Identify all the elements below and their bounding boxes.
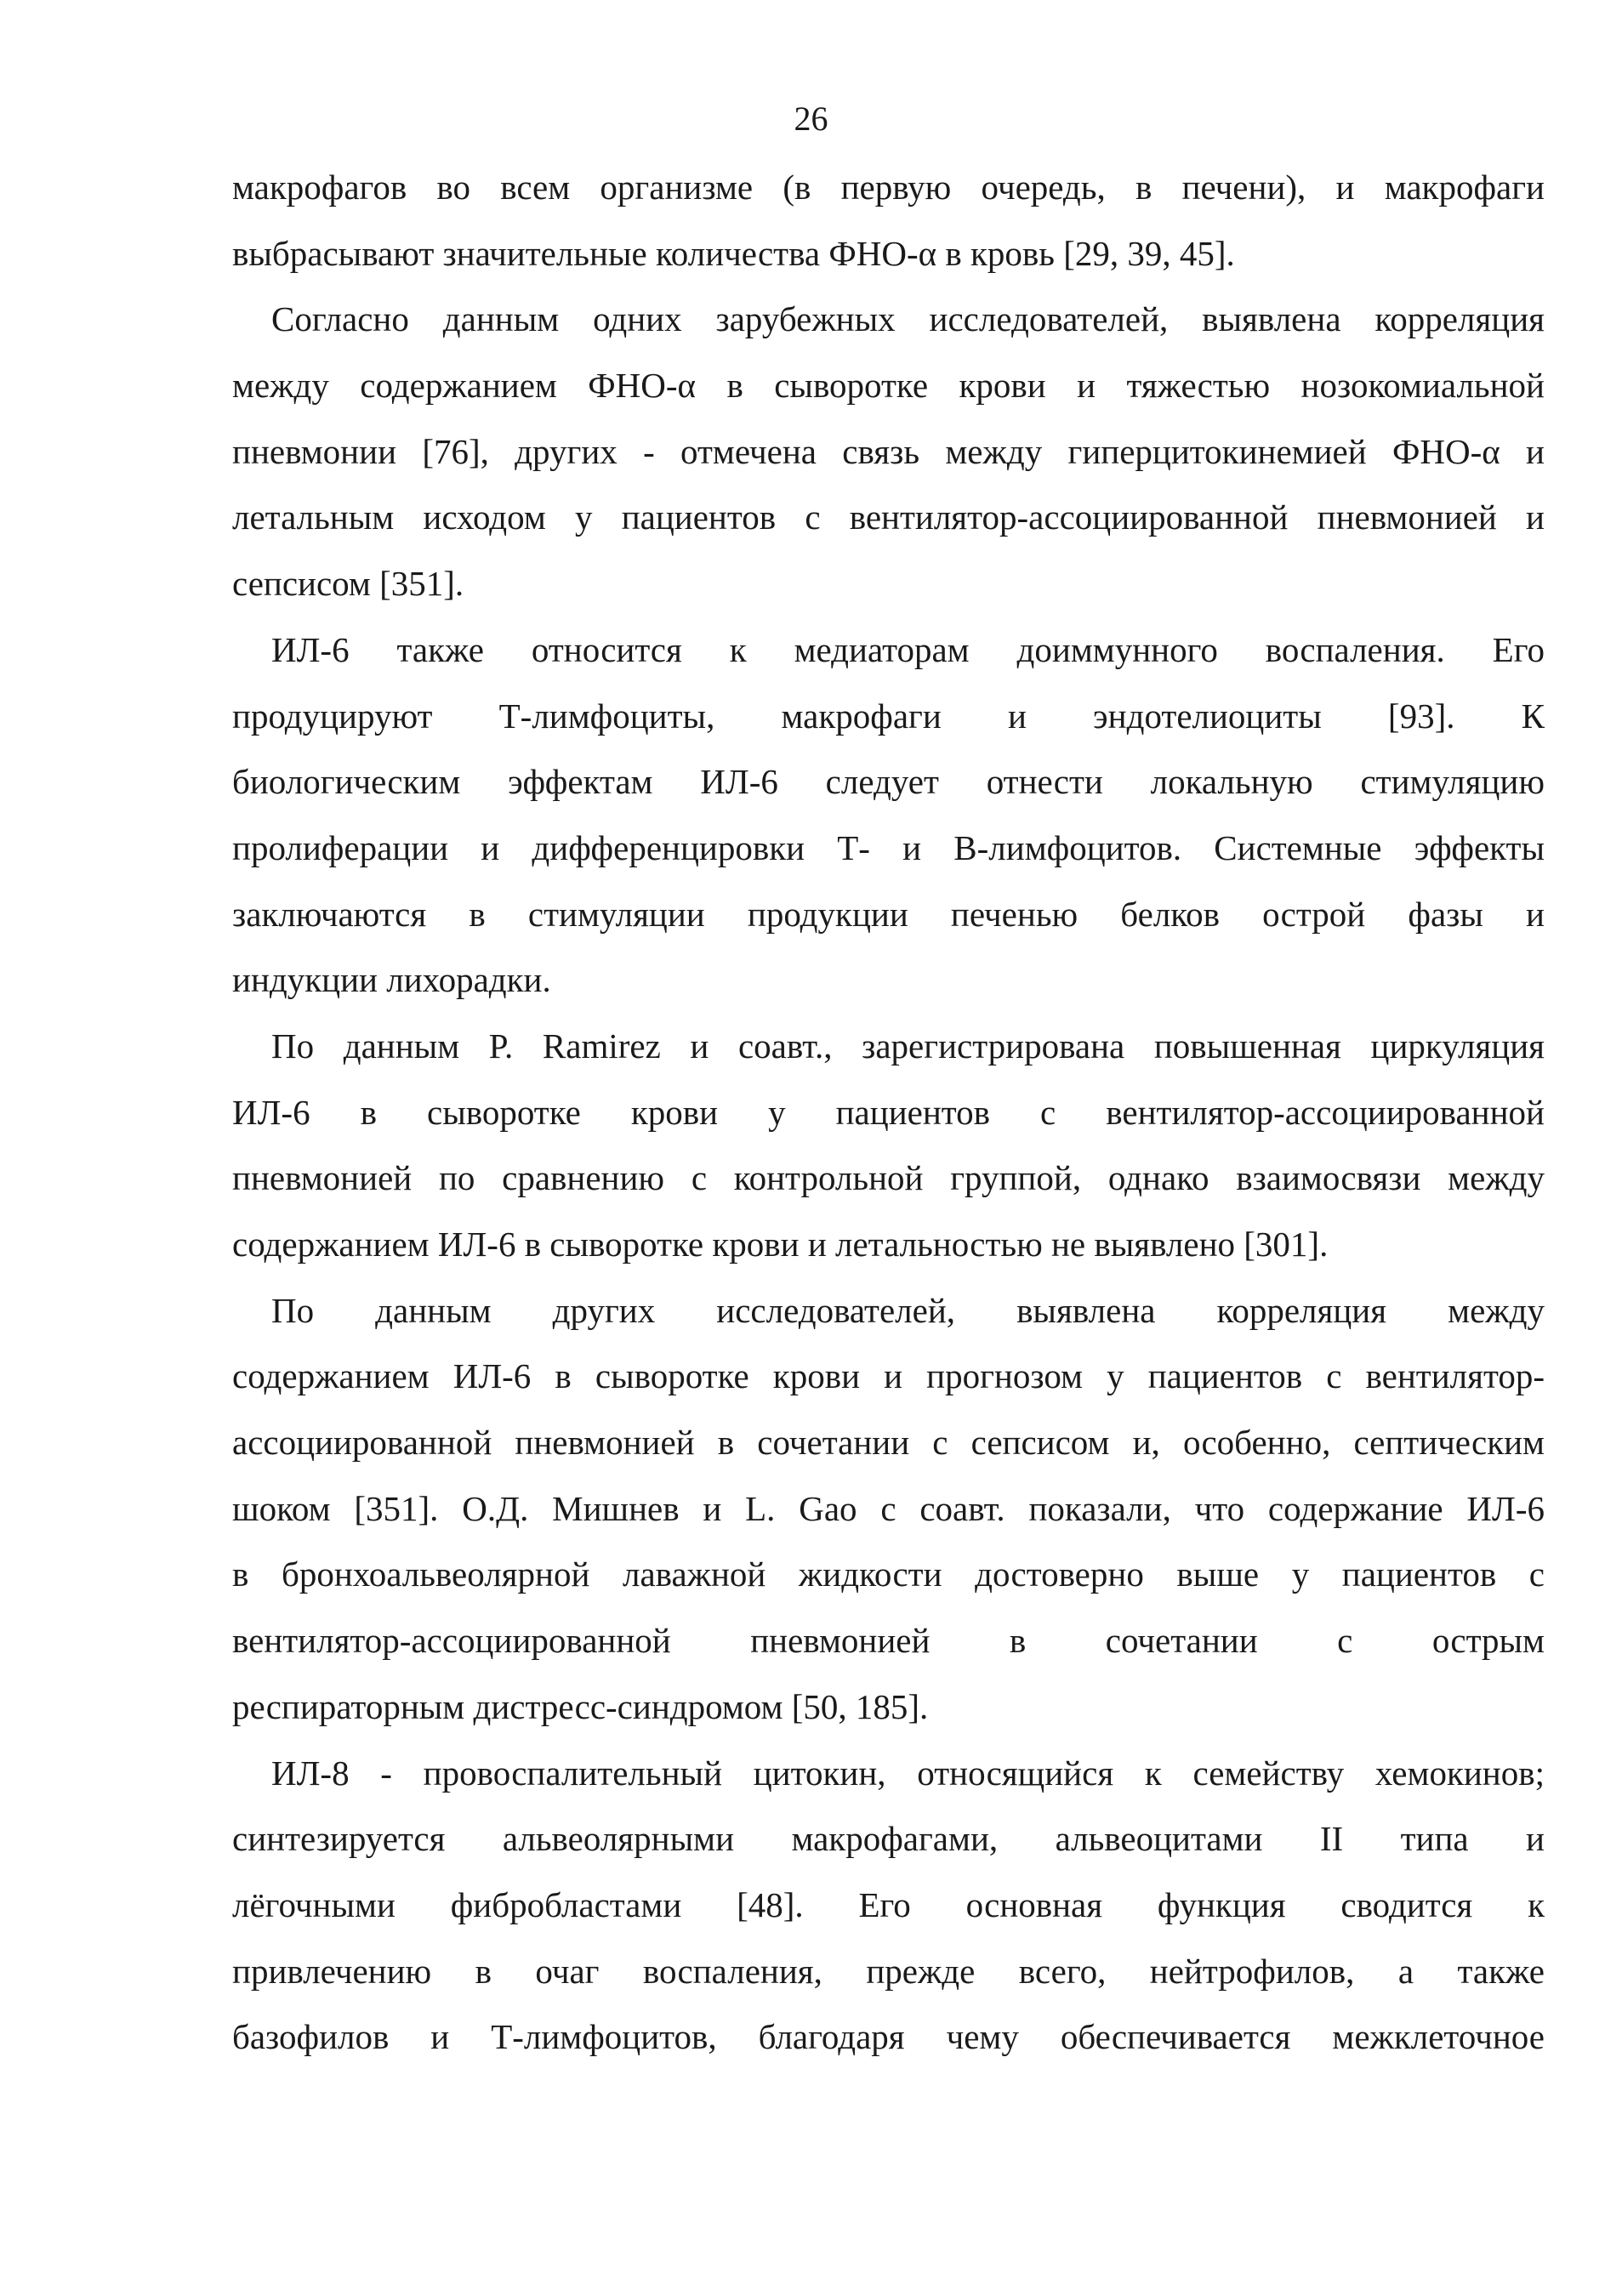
text-line: биологическим эффектам ИЛ-6 следует отнести локальную стимуляцию xyxy=(232,762,1545,802)
text-line: содержанием ИЛ-6 в сыворотке крови и летальностью не выявлено [301]. xyxy=(232,1225,1329,1264)
text-line: индукции лихорадки. xyxy=(232,960,551,1000)
text-line: сепсисом [351]. xyxy=(232,564,464,604)
text-line: пролиферации и дифференцировки Т- и В-лимфоцитов. Системные эффекты xyxy=(232,827,1545,867)
text-line: базофилов и Т-лимфоцитов, благодаря чему обеспечивается межклеточное xyxy=(232,2017,1545,2057)
text-line: респираторным дистресс-синдромом [50, 185]. xyxy=(232,1686,929,1726)
text-line: По данным других исследователей, выявлена корреляция между xyxy=(271,1290,1545,1330)
text-line: в бронхоальвеолярной лаважной жидкости достоверно выше у пациентов с xyxy=(232,1554,1545,1594)
text-line: макрофагов во всем организме (в первую очередь, в печени), и макрофаги xyxy=(232,168,1545,207)
text-line: выбрасывают значительные количества ФНО-α в кровь [29, 39, 45]. xyxy=(232,233,1235,273)
text-line: ИЛ-8 - провоспалительный цитокин, относящийся к семейству хемокинов; xyxy=(271,1753,1545,1793)
paragraph-continuation xyxy=(232,155,1545,287)
text-line: Согласно данным одних зарубежных исследователей, выявлена корреляция xyxy=(271,299,1545,339)
text-line: между содержанием ФНО-α в сыворотке крови и тяжестью нозокомиальной xyxy=(232,366,1545,406)
text-line: содержанием ИЛ-6 в сыворотке крови и прогнозом у пациентов с вентилятор- xyxy=(232,1356,1545,1396)
page-number: 26 xyxy=(794,99,828,138)
text-line: продуцируют Т-лимфоциты, макрофаги и эндотелиоциты [93]. К xyxy=(232,696,1545,736)
paragraph-tnf-correlation xyxy=(232,287,1545,617)
paragraph-other-researchers xyxy=(232,1278,1545,1741)
text-line: ИЛ-6 в сыворотке крови у пациентов с вентилятор-ассоциированной xyxy=(232,1092,1545,1132)
text-line: ИЛ-6 также относится к медиаторам доиммунного воспаления. Его xyxy=(271,629,1545,669)
text-line: пневмонии [76], других - отмечена связь между гиперцитокинемией ФНО-α и xyxy=(232,431,1545,471)
text-line: По данным P. Ramirez и соавт., зарегистрирована повышенная циркуляция xyxy=(271,1026,1545,1066)
text-line: летальным исходом у пациентов с вентилятор-ассоциированной пневмонией и xyxy=(232,497,1545,537)
text-line: вентилятор-ассоциированной пневмонией в сочетании с острым xyxy=(232,1621,1545,1661)
text-line: шоком [351]. О.Д. Мишнев и L. Gao с соавт. показали, что содержание ИЛ-6 xyxy=(232,1488,1545,1528)
text-line: лёгочными фибробластами [48]. Его основная функция сводится к xyxy=(232,1884,1545,1924)
text-line: ассоциированной пневмонией в сочетании с сепсисом и, особенно, септическим xyxy=(232,1423,1545,1463)
body-text xyxy=(232,155,1545,2071)
paragraph-il6-mediator xyxy=(232,617,1545,1014)
text-line: привлечению в очаг воспаления, прежде всего, нейтрофилов, а также xyxy=(232,1951,1545,1991)
paragraph-il8 xyxy=(232,1741,1545,2071)
paragraph-ramirez xyxy=(232,1014,1545,1278)
text-line: синтезируется альвеолярными макрофагами, альвеоцитами II типа и xyxy=(232,1819,1545,1859)
text-line: заключаются в стимуляции продукции печенью белков острой фазы и xyxy=(232,894,1545,934)
text-line: пневмонией по сравнению с контрольной группой, однако взаимосвязи между xyxy=(232,1158,1545,1198)
